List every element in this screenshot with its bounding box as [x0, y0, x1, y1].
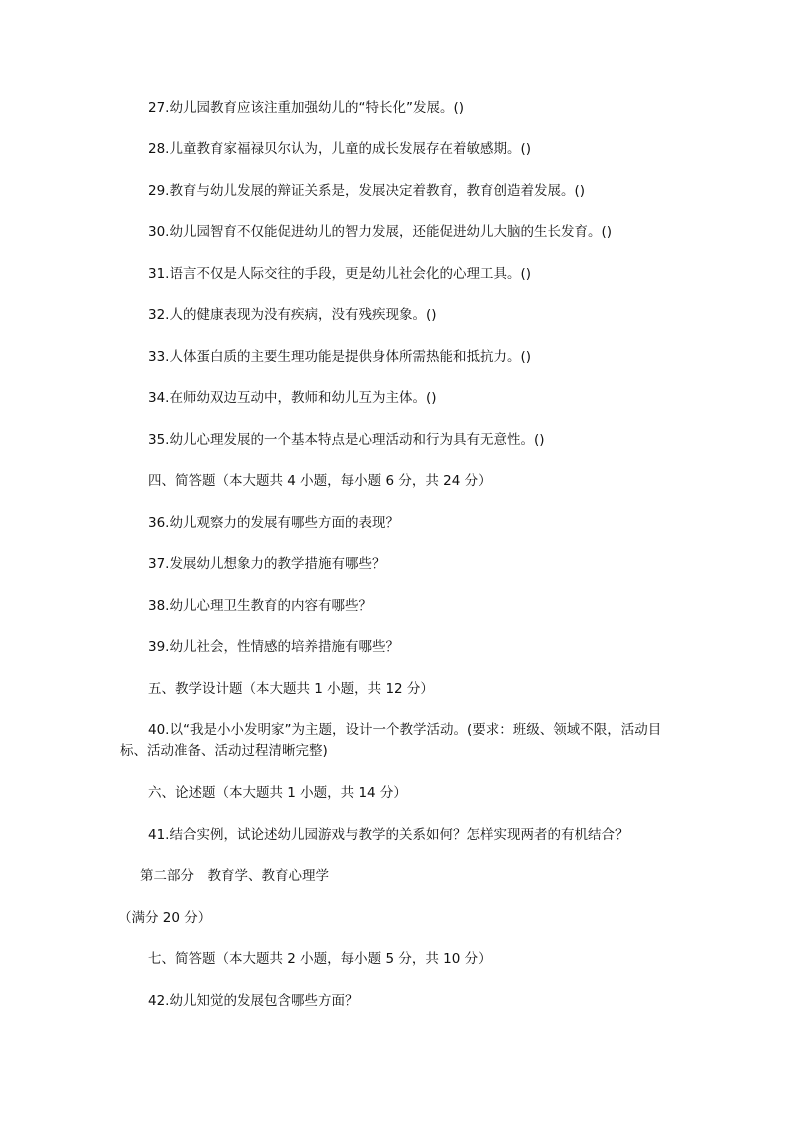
part-two-score: （满分 20 分） — [118, 910, 212, 926]
question-36: 36.幼儿观察力的发展有哪些方面的表现？ — [148, 515, 399, 531]
question-32: 32.人的健康表现为没有疾病，没有残疾现象。() — [148, 307, 437, 323]
question-38: 38.幼儿心理卫生教育的内容有哪些？ — [148, 598, 372, 614]
question-42: 42.幼儿知觉的发展包含哪些方面？ — [148, 993, 359, 1009]
question-27: 27.幼儿园教育应该注重加强幼儿的“特长化”发展。() — [148, 100, 464, 116]
question-39: 39.幼儿社会，性情感的培养措施有哪些？ — [148, 639, 399, 655]
question-31: 31.语言不仅是人际交往的手段，更是幼儿社会化的心理工具。() — [148, 266, 532, 282]
section-heading-6: 六、论述题（本大题共 1 小题，共 14 分） — [148, 785, 407, 801]
section-heading-5: 五、教学设计题（本大题共 1 小题，共 12 分） — [148, 681, 434, 697]
question-30: 30.幼儿园智育不仅能促进幼儿的智力发展，还能促进幼儿大脑的生长发育。() — [148, 224, 613, 240]
question-29: 29.教育与幼儿发展的辩证关系是，发展决定着教育，教育创造着发展。() — [148, 183, 586, 199]
section-heading-4: 四、简答题（本大题共 4 小题，每小题 6 分，共 24 分） — [148, 473, 492, 489]
question-40: 40.以“我是小小发明家”为主题，设计一个教学活动。(要求：班级、领域不限，活动目标、活动准备、活动过程清晰完整) — [120, 722, 662, 759]
question-28: 28.儿童教育家福禄贝尔认为，儿童的成长发展存在着敏感期。() — [148, 141, 532, 157]
question-41: 41.结合实例，试论述幼儿园游戏与教学的关系如何？怎样实现两者的有机结合？ — [148, 827, 629, 843]
section-heading-7: 七、简答题（本大题共 2 小题，每小题 5 分，共 10 分） — [148, 951, 492, 967]
question-37: 37.发展幼儿想象力的教学措施有哪些？ — [148, 556, 386, 572]
question-34: 34.在师幼双边互动中，教师和幼儿互为主体。() — [148, 390, 437, 406]
question-33: 33.人体蛋白质的主要生理功能是提供身体所需热能和抵抗力。() — [148, 349, 532, 365]
question-35: 35.幼儿心理发展的一个基本特点是心理活动和行为具有无意性。() — [148, 432, 545, 448]
part-two-heading: 第二部分 教育学、教育心理学 — [140, 868, 329, 884]
